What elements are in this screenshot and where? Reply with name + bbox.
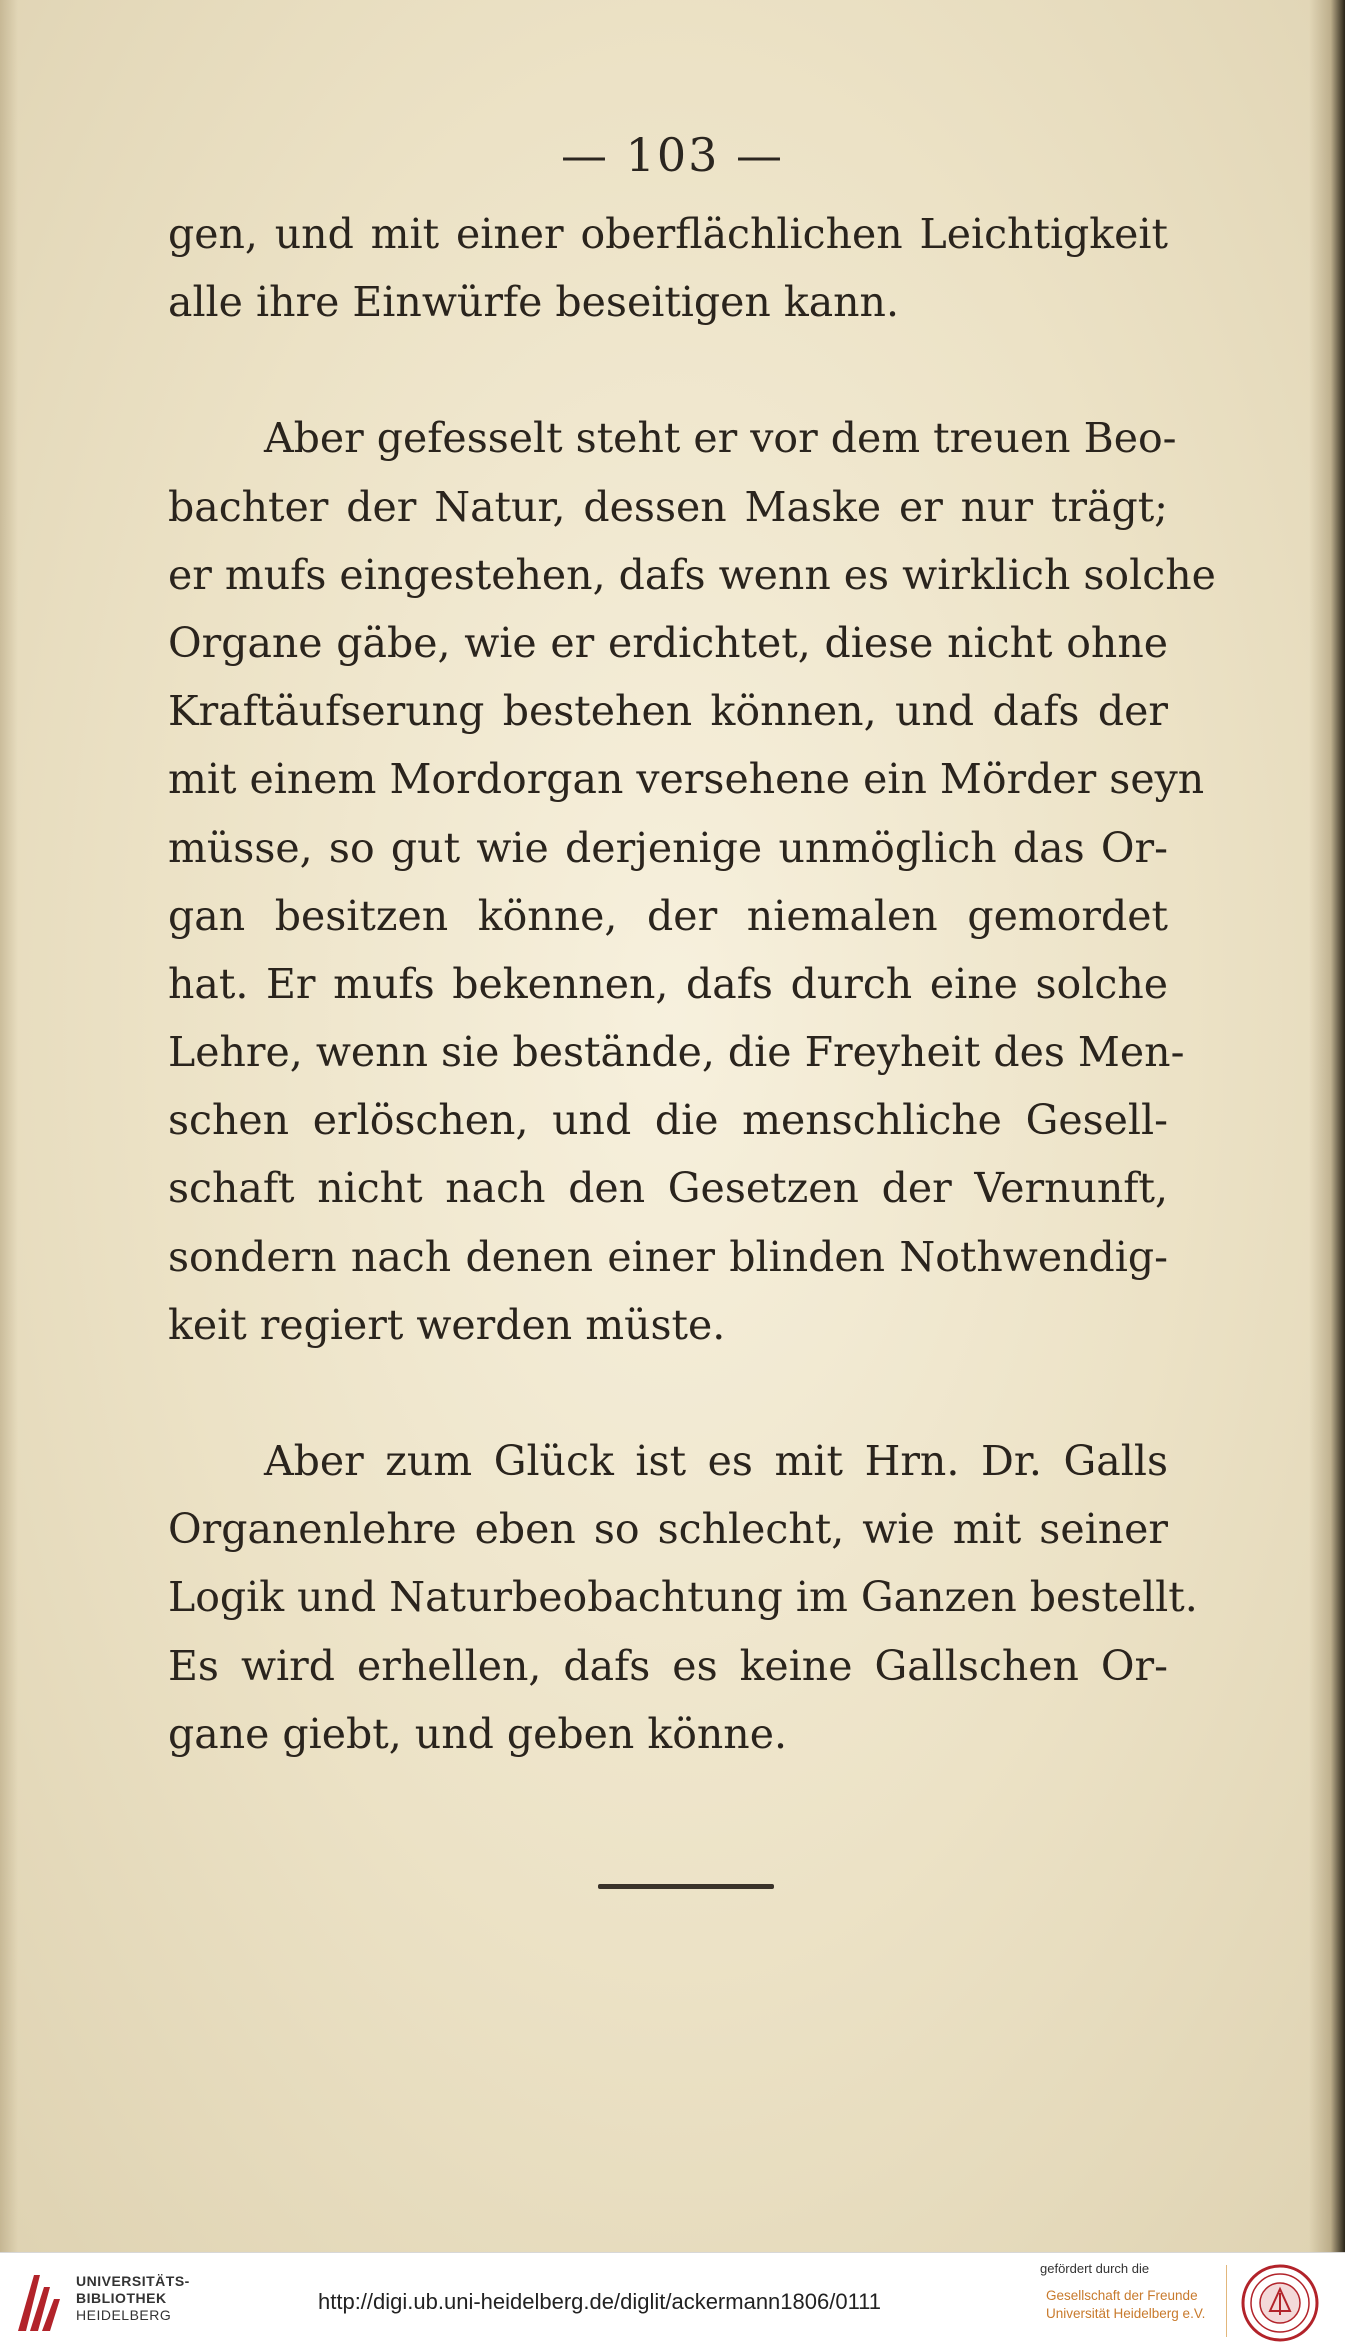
library-name: [76, 2273, 190, 2324]
text-line: keit regiert werden müste.: [168, 1300, 726, 1349]
text-line: alle ihre Einwürfe beseitigen kann.: [168, 278, 899, 327]
text-line: sondern nach denen einer blinden Nothwendig-: [168, 1232, 1168, 1281]
text-line: gen, und mit einer oberflächlichen Leichtigkeit: [168, 210, 1168, 258]
sponsor-name-line: Gesellschaft der Freunde: [1046, 2288, 1198, 2303]
sponsor-name-line: Universität Heidelberg e.V.: [1046, 2306, 1206, 2321]
paragraph: [168, 404, 1216, 1359]
paragraph: [168, 200, 1168, 336]
paragraph: [168, 1427, 1198, 1768]
text-line: müsse, so gut wie derjenige unmöglich das Or-: [168, 823, 1168, 872]
paragraph-gap: [168, 336, 1168, 404]
text-line: Lehre, wenn sie bestände, die Freyheit des Men-: [168, 1028, 1185, 1077]
page-number: — 103 —: [560, 128, 785, 182]
footer-divider: [1226, 2265, 1227, 2337]
library-name-line: HEIDELBERG: [76, 2307, 172, 2323]
text-line: mit einem Mordorgan versehene ein Mörder seyn: [168, 755, 1205, 804]
text-line: er mufs eingestehen, dafs wenn es wirklich solche: [168, 550, 1216, 599]
library-name-line: BIBLIOTHEK: [76, 2290, 167, 2306]
viewer-footer: [0, 2252, 1345, 2349]
text-line: Es wird erhellen, dafs es keine Gallschen Or-: [168, 1641, 1168, 1690]
text-line: hat. Er mufs bekennen, dafs durch eine solche: [168, 959, 1168, 1008]
page-left-edge: [0, 0, 18, 2252]
text-line: gane giebt, und geben könne.: [168, 1709, 787, 1758]
paragraph-gap: [168, 1359, 1168, 1427]
sponsor-label: gefördert durch die: [1040, 2261, 1150, 2276]
permalink-url[interactable]: http://digi.ub.uni-heidelberg.de/diglit/ackermann1806/0111: [318, 2289, 882, 2314]
library-name-line: UNIVERSITÄTS-: [76, 2273, 190, 2289]
text-line: Aber zum Glück ist es mit Hrn. Dr. Galls: [264, 1437, 1168, 1485]
university-seal-icon: [1240, 2263, 1320, 2343]
text-line: Logik und Naturbeobachtung im Ganzen bestellt.: [168, 1573, 1198, 1622]
text-line: Organe gäbe, wie er erdichtet, diese nicht ohne: [168, 618, 1168, 667]
text-line: gan besitzen könne, der niemalen gemordet: [168, 891, 1168, 940]
page-right-edge: [1309, 0, 1345, 2252]
text-line: Aber gefesselt steht er vor dem treuen Beo-: [264, 414, 1177, 463]
text-line: bachter der Natur, dessen Maske er nur trägt;: [168, 482, 1168, 531]
closing-rule: [598, 1884, 774, 1889]
library-logo-icon: [14, 2265, 64, 2335]
text-line: Organenlehre eben so schlecht, wie mit seiner: [168, 1505, 1168, 1554]
text-line: Kraftäufserung bestehen können, und dafs der: [168, 687, 1168, 736]
text-line: schen erlöschen, und die menschliche Gesell-: [168, 1096, 1168, 1145]
page-body-text: [168, 200, 1216, 1768]
sponsor-name[interactable]: [1046, 2287, 1205, 2323]
text-line: schaft nicht nach den Gesetzen der Vernunft,: [168, 1164, 1168, 1213]
